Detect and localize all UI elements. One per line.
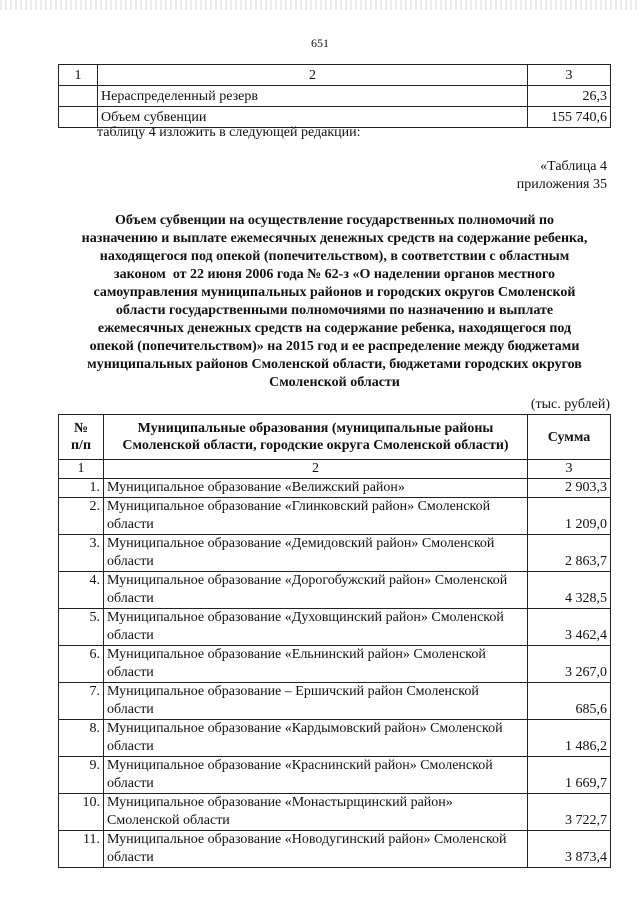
table-row bbox=[59, 86, 611, 107]
table-cell-empty bbox=[59, 86, 98, 107]
table-cell-empty bbox=[59, 107, 98, 128]
subvention-value: 155 740,6 bbox=[528, 107, 611, 128]
municipality-name: Муниципальное образование «Краснинский район» Смоленской области bbox=[104, 757, 528, 794]
table-header-row bbox=[59, 415, 611, 460]
row-number: 9. bbox=[59, 757, 104, 794]
subvention-label: Объем субвенции bbox=[98, 107, 528, 128]
top-table-col-1: 1 bbox=[59, 65, 98, 86]
table-row bbox=[59, 535, 611, 572]
table-reference bbox=[517, 158, 607, 194]
header-number: № п/п bbox=[59, 415, 104, 460]
municipality-name: Муниципальное образование – Ершичский район Смоленской области bbox=[104, 683, 528, 720]
header-sum: Сумма bbox=[528, 415, 611, 460]
table-row bbox=[59, 479, 611, 498]
scan-edge-noise bbox=[0, 0, 640, 10]
row-number: 6. bbox=[59, 646, 104, 683]
row-sum: 1 486,2 bbox=[528, 720, 611, 757]
table-row bbox=[59, 720, 611, 757]
row-number: 8. bbox=[59, 720, 104, 757]
heading-line: муниципальных районов Смоленской области, бюджетами городских округов bbox=[87, 357, 582, 372]
row-sum: 3 267,0 bbox=[528, 646, 611, 683]
municipality-name: Муниципальное образование «Демидовский район» Смоленской области bbox=[104, 535, 528, 572]
heading-line: опекой (попечительством)» на 2015 год и ее распределение между бюджетами bbox=[89, 339, 580, 354]
row-number: 2. bbox=[59, 498, 104, 535]
heading-line: Объем субвенции на осуществление государственных полномочий по bbox=[114, 213, 555, 228]
row-number: 7. bbox=[59, 683, 104, 720]
top-table-col-3: 3 bbox=[528, 65, 611, 86]
row-number: 1. bbox=[59, 479, 104, 498]
row-number: 10. bbox=[59, 794, 104, 831]
municipality-name: Муниципальное образование «Дорогобужский район» Смоленской области bbox=[104, 572, 528, 609]
top-table-col-2: 2 bbox=[98, 65, 528, 86]
top-table bbox=[58, 64, 611, 128]
column-number-row bbox=[59, 460, 611, 479]
header-municipality: Муниципальные образования (муниципальные районы Смоленской области, городские округа Смоленской области) bbox=[104, 415, 528, 460]
municipality-name: Муниципальное образование «Велижский район» bbox=[104, 479, 528, 498]
heading-line: самоуправления муниципальных районов и городских округов Смоленской bbox=[93, 285, 576, 300]
heading-line: находящегося под опекой (попечительством), в соответствии с областным bbox=[99, 249, 570, 264]
table-row bbox=[59, 757, 611, 794]
column-number-1: 1 bbox=[59, 460, 104, 479]
units-label: (тыс. рублей) bbox=[530, 397, 610, 412]
reserve-label: Нераспределенный резерв bbox=[98, 86, 528, 107]
heading-line: ежемесячных денежных средств на содержание ребенка, находящегося под bbox=[97, 321, 572, 336]
table-row bbox=[59, 609, 611, 646]
table-row bbox=[59, 572, 611, 609]
table-reference-line-2: приложения 35 bbox=[516, 177, 607, 192]
row-sum: 3 722,7 bbox=[528, 794, 611, 831]
table-row bbox=[59, 831, 611, 868]
heading-line: Смоленской области bbox=[269, 375, 400, 390]
row-number: 11. bbox=[59, 831, 104, 868]
heading-line: законом от 22 июня 2006 года № 62-з «О наделении органов местного bbox=[113, 267, 555, 282]
row-sum: 685,6 bbox=[528, 683, 611, 720]
municipality-name: Муниципальное образование «Кардымовский район» Смоленской области bbox=[104, 720, 528, 757]
municipality-name: Муниципальное образование «Новодугинский район» Смоленской области bbox=[104, 831, 528, 868]
row-sum: 2 863,7 bbox=[528, 535, 611, 572]
document-heading bbox=[58, 212, 611, 392]
top-table-header-row bbox=[59, 65, 611, 86]
table-body bbox=[59, 479, 611, 868]
row-sum: 1 669,7 bbox=[528, 757, 611, 794]
column-number-3: 3 bbox=[528, 460, 611, 479]
municipality-name: Муниципальное образование «Духовщинский район» Смоленской области bbox=[104, 609, 528, 646]
distribution-table bbox=[58, 414, 611, 868]
column-number-2: 2 bbox=[104, 460, 528, 479]
row-sum: 3 462,4 bbox=[528, 609, 611, 646]
table-row bbox=[59, 498, 611, 535]
table-row bbox=[59, 683, 611, 720]
heading-line: области государственными полномочиями по назначению и выплате bbox=[115, 303, 554, 318]
intro-text: таблицу 4 изложить в следующей редакции: bbox=[97, 125, 361, 140]
table-row bbox=[59, 646, 611, 683]
heading-line: назначению и выплате ежемесячных денежных средств на содержание ребенка, bbox=[81, 231, 588, 246]
row-sum: 2 903,3 bbox=[528, 479, 611, 498]
municipality-name: Муниципальное образование «Монастырщинский район» Смоленской области bbox=[104, 794, 528, 831]
row-number: 5. bbox=[59, 609, 104, 646]
municipality-name: Муниципальное образование «Ельнинский район» Смоленской области bbox=[104, 646, 528, 683]
municipality-name: Муниципальное образование «Глинковский район» Смоленской области bbox=[104, 498, 528, 535]
row-number: 3. bbox=[59, 535, 104, 572]
table-reference-line-1: «Таблица 4 bbox=[540, 159, 607, 174]
table-row bbox=[59, 794, 611, 831]
row-sum: 3 873,4 bbox=[528, 831, 611, 868]
page-number: 651 bbox=[311, 36, 329, 50]
row-sum: 1 209,0 bbox=[528, 498, 611, 535]
row-number: 4. bbox=[59, 572, 104, 609]
row-sum: 4 328,5 bbox=[528, 572, 611, 609]
reserve-value: 26,3 bbox=[528, 86, 611, 107]
